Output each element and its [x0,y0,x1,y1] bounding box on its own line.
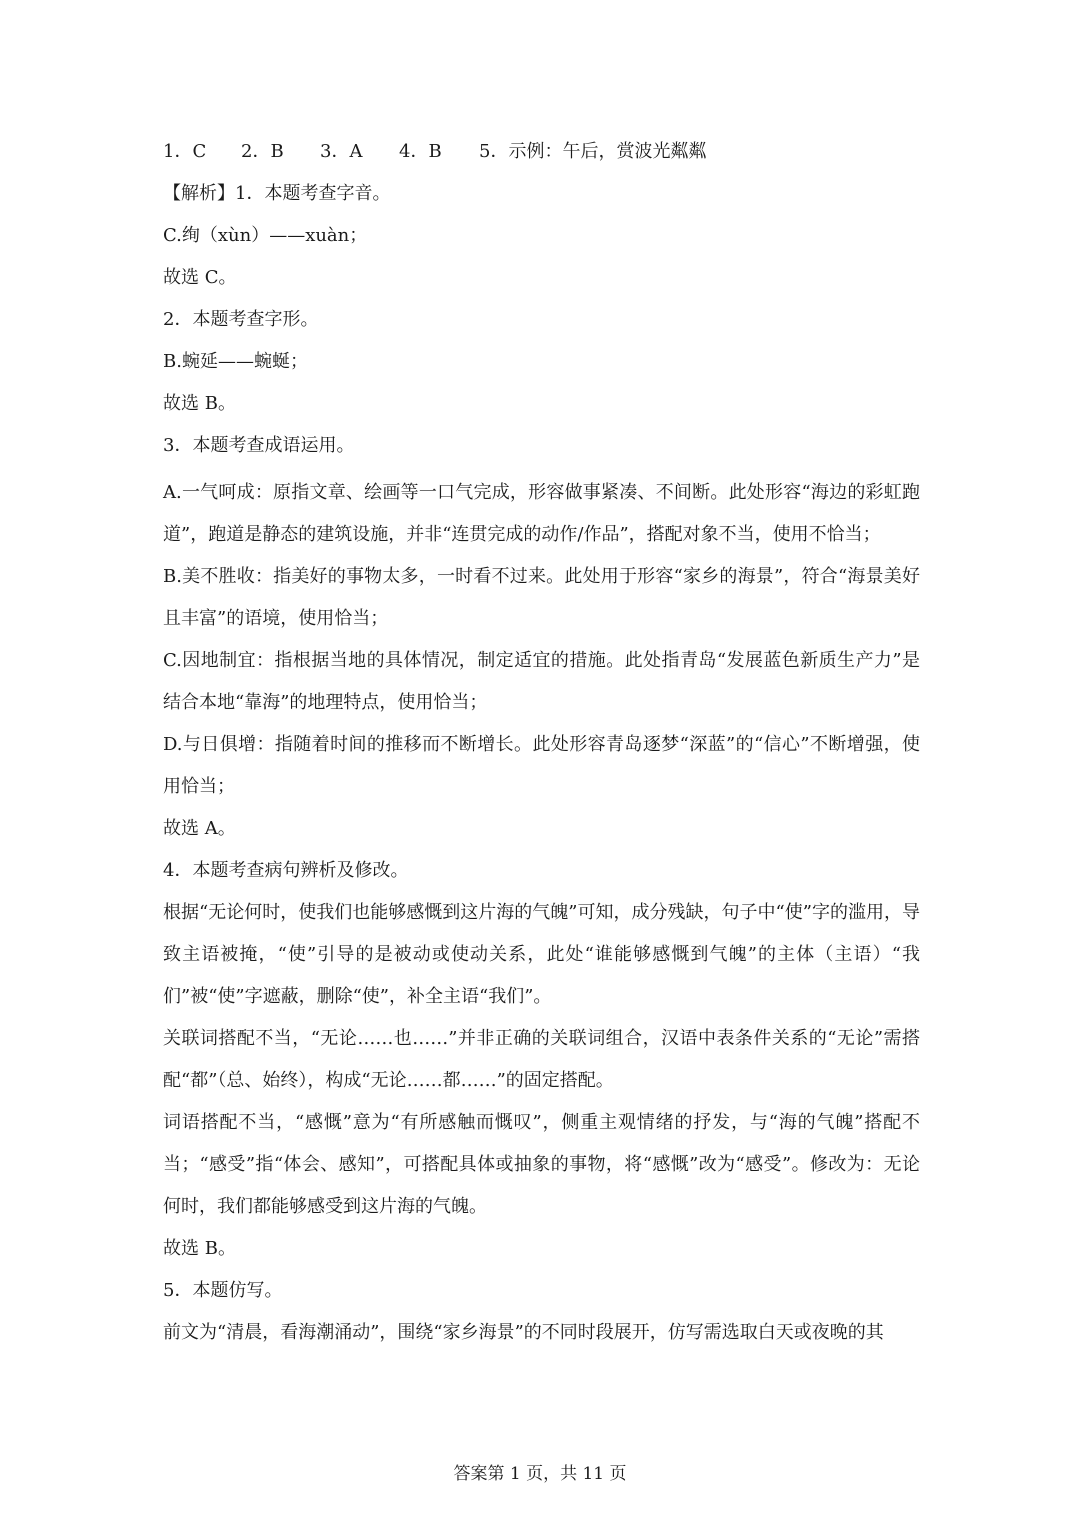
analysis-line: 故选 C。 [163,267,237,288]
analysis-heading: 【解析】1．本题考查字音。 [163,183,391,204]
analysis-paragraph: 前文为“清晨，看海潮涌动”，围绕“家乡海景”的不同时段展开，仿写需选取白天或夜晚的其 [163,1322,884,1343]
analysis-line: 2．本题考查字形。 [163,309,319,330]
answer-3: 3．A [320,141,363,162]
analysis-paragraph: 关联词搭配不当，“无论……也……”并非正确的关联词组合，汉语中表条件关系的“无论”需搭配“都”（总、始终），构成“无论……都……”的固定搭配。 [163,1028,920,1091]
analysis-paragraph: 根据“无论何时，使我们也能够感慨到这片海的气魄”可知，成分残缺，句子中“使”字的滥用，导致主语被掩，“使”引导的是被动或使动关系，此处“谁能够感慨到气魄”的主体（主语）“我们”被“使”字遮蔽，删除“使”，补全主语“我们”。 [163,902,920,1007]
analysis-paragraph: 故选 A。 [163,818,236,839]
answer-content [163,136,920,1354]
analysis-paragraph: D.与日俱增：指随着时间的推移而不断增长。此处形容青岛逐梦“深蓝”的“信心”不断增强，使用恰当； [163,734,920,797]
analysis-line: B.蜿延——蜿蜒； [163,351,308,372]
analysis-paragraph: C.因地制宜：指根据当地的具体情况，制定适宜的措施。此处指青岛“发展蓝色新质生产力”是结合本地“靠海”的地理特点，使用恰当； [163,650,920,713]
analysis-paragraph: 4．本题考查病句辨析及修改。 [163,860,409,881]
analysis-line: 3．本题考查成语运用。 [163,435,355,456]
analysis-paragraph: B.美不胜收：指美好的事物太多，一时看不过来。此处用于形容“家乡的海景”，符合“海景美好且丰富”的语境，使用恰当； [163,566,920,629]
page-footer: 答案第 1 页，共 11 页 [453,1464,627,1484]
answer-1: 1．C [163,141,207,162]
answer-2: 2．B [241,141,284,162]
analysis-line: C.绚（xùn）——xuàn； [163,225,368,246]
analysis-paragraph: 5．本题仿写。 [163,1280,283,1301]
answer-5: 5．示例：午后，赏波光粼粼 [479,141,707,162]
analysis-paragraph: 故选 B。 [163,1238,236,1259]
analysis-paragraph: 词语搭配不当，“感慨”意为“有所感触而慨叹”，侧重主观情绪的抒发，与“海的气魄”搭配不当；“感受”指“体会、感知”，可搭配具体或抽象的事物，将“感慨”改为“感受”。修改为：无论何时，我们都能够感受到这片海的气魄。 [163,1112,920,1217]
analysis-paragraph: A.一气呵成：原指文章、绘画等一口气完成，形容做事紧凑、不间断。此处形容“海边的彩虹跑道”，跑道是静态的建筑设施，并非“连贯完成的动作/作品”，搭配对象不当，使用不恰当； [163,482,920,545]
answer-key-row [163,136,920,168]
answer-4: 4．B [399,141,442,162]
analysis-line: 故选 B。 [163,393,236,414]
